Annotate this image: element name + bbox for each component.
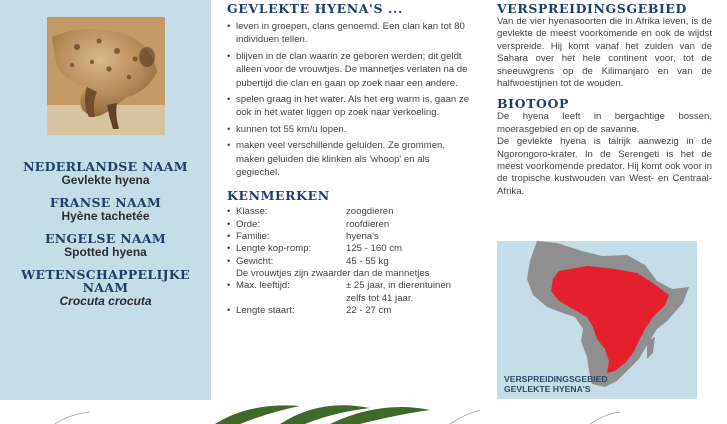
list-item: • spelen graag in het water. Als het erg warm is, gaan ze ook in het water liggen op zoek naar verkoeling.: [227, 93, 473, 120]
kenmerken-heading: KENMERKEN: [227, 188, 330, 204]
row-value: 125 - 160 cm: [346, 243, 402, 255]
name-block-fr: [0, 196, 211, 224]
row-label: • Gewicht:: [227, 256, 346, 268]
name-value: Gevlekte hyena: [61, 173, 150, 187]
fern-icon: [450, 410, 480, 424]
row-value: 45 - 55 kg: [346, 255, 389, 267]
table-row: [227, 293, 473, 305]
name-block-sci: [0, 268, 211, 309]
fern-icon: [55, 412, 90, 424]
biotoop-heading: BIOTOOP: [497, 96, 569, 112]
row-label: • Lengte kop-romp:: [227, 243, 346, 255]
row-value: roofdieren: [346, 218, 390, 230]
row-value: ± 25 jaar, in dierentuinen: [346, 280, 452, 292]
biotoop-text-2: De gevlekte hyena is talrijk aanwezig in de Ngorongoro-krater. In de Serengeti is het de meest voorkomende predator. Hij komt ook voor in de tropische kustwouden van West- en Centraal-Afrika.: [497, 136, 712, 197]
row-value: 22 - 27 cm: [346, 304, 392, 316]
distribution-map: [497, 241, 697, 399]
palm-leaves-decoration: [0, 400, 690, 424]
row-value: zelfs tot 41 jaar.: [346, 292, 414, 304]
table-row: [227, 280, 473, 292]
names-list: [0, 160, 211, 317]
name-value: Crocuta crocuta: [59, 294, 152, 308]
middle-column: [227, 0, 473, 317]
table-row: [227, 243, 473, 255]
table-row: [227, 231, 473, 243]
name-block-nl: [0, 160, 211, 188]
hyena-photo: [47, 17, 165, 135]
name-title: ENGELSE NAAM: [44, 231, 167, 246]
name-block-en: [0, 232, 211, 260]
kenmerken-section: [227, 188, 473, 317]
name-value: Hyène tachetée: [61, 209, 150, 223]
table-row: [227, 256, 473, 268]
range-area: [551, 266, 669, 373]
row-value: hyena's: [346, 231, 379, 243]
fern-icon: [590, 412, 620, 424]
map-label-line-2: GEVLEKTE HYENA'S: [504, 384, 591, 394]
names-panel: [0, 0, 211, 400]
row-label: • Lengte staart:: [227, 305, 346, 317]
map-label: [504, 374, 608, 394]
list-item: • maken veel verschillende geluiden. Ze grommen, maken geluiden die klinken als 'whoop' en als gegiechel.: [227, 139, 473, 179]
right-column: [497, 0, 727, 198]
row-label: • Max. leeftijd:: [227, 280, 346, 292]
name-title: WETENSCHAPPELIJKE NAAM: [21, 267, 190, 295]
map-label-line-1: VERSPREIDINGSGEBIED: [504, 374, 608, 384]
verspreiding-heading: VERSPREIDINGSGEBIED: [497, 1, 688, 16]
list-item: • blijven in de clan waarin ze geboren werden; dit geldt alleen voor de vrouwtjes. De mannetjes verlaten na de pubertijd die clan en gaan op zoek naar een andere.: [227, 50, 473, 90]
row-label: • Familie:: [227, 231, 346, 243]
table-row: [227, 206, 473, 218]
row-label: • Orde:: [227, 219, 346, 231]
table-row: [227, 305, 473, 317]
weight-note: De vrouwtjes zijn zwaarder dan de mannetjes: [236, 267, 430, 279]
row-value: zoogdieren: [346, 206, 394, 218]
name-title: NEDERLANDSE NAAM: [23, 159, 188, 174]
hyenas-heading: GEVLEKTE HYENA'S ...: [227, 1, 403, 16]
list-item: • leven in groepen, clans genoemd. Een clan kan tot 80 individuen tellen.: [227, 20, 473, 47]
name-title: FRANSE NAAM: [49, 195, 162, 210]
verspreiding-text: Van de vier hyenasoorten die in Afrika leven, is de gevlekte de meest voorkomende en ook de wijdst verspreide. Hij komt vanaf het zuiden van de Sahara over het hele continent voor, tot de sneeuwgrens op de Kilimanjaro en van de halfwoestijnen tot de wouden.: [497, 16, 712, 90]
list-item: • kunnen tot 55 km/u lopen.: [227, 123, 473, 136]
hyenas-facts: [227, 20, 473, 179]
table-row: [227, 219, 473, 231]
name-value: Spotted hyena: [64, 245, 147, 259]
biotoop-text-1: De hyena leeft in bergachtige bossen, moerasgebied en op de savanne.: [497, 111, 712, 135]
row-label: • Klasse:: [227, 206, 346, 218]
